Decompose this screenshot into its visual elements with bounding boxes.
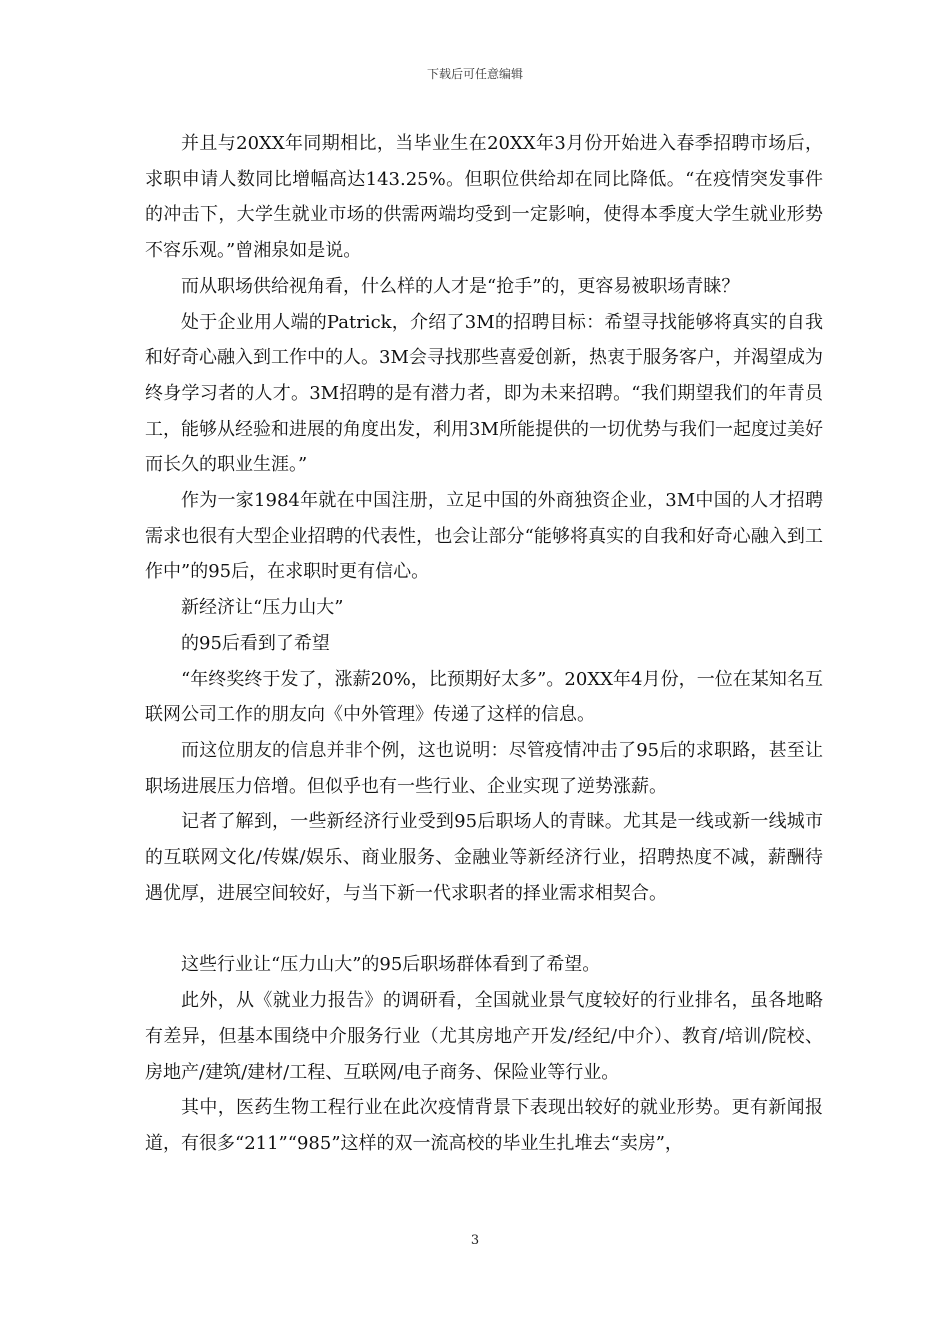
paragraph: 作为一家1984年就在中国注册，立足中国的外商独资企业，3M中国的人才招聘需求也很有大型企业招聘的代表性，也会让部分“能够将真实的自我和好奇心融入到工作中”的95后，在求职时更有信心。 (145, 490, 823, 583)
paragraph: 而从职场供给视角看，什么样的人才是“抢手”的，更容易被职场青睐？ (181, 275, 740, 297)
paragraph: 这些行业让“压力山大”的95后职场群体看到了希望。 (181, 954, 601, 976)
paragraph: 记者了解到，一些新经济行业受到95后职场人的青睐。尤其是一线或新一线城市的互联网文化/传媒/娱乐、商业服务、金融业等新经济行业，招聘热度不减，薪酬待遇优厚，进展空间较好，与当下新一代求职者的择业需求相契合。 (145, 811, 823, 904)
paragraph: “年终奖终于发了，涨薪20%，比预期好太多”。20XX年4月份，一位在某知名互联网公司工作的朋友向《中外管理》传递了这样的信息。 (145, 668, 823, 726)
section-heading-line-2: 的95后看到了希望 (181, 632, 330, 654)
paragraph: 其中，医药生物工程行业在此次疫情背景下表现出较好的就业形势。更有新闻报道，有很多“211”“985”这样的双一流高校的毕业生扎堆去“卖房”， (145, 1097, 823, 1154)
paragraph: 并且与20XX年同期相比，当毕业生在20XX年3月份开始进入春季招聘市场后，求职申请人数同比增幅高达143.25%。但职位供给却在同比降低。“在疫情突发事件的冲击下，大学生就业市场的供需两端均受到一定影响，使得本季度大学生就业形势不容乐观。”曾湘泉如是说。 (145, 133, 823, 262)
document-body (145, 126, 823, 1162)
paragraph: 此外，从《就业力报告》的调研看，全国就业景气度较好的行业排名，虽各地略有差异，但基本围绕中介服务行业（尤其房地产开发/经纪/中介）、教育/培训/院校、房地产/建筑/建材/工程、互联网/电子商务、保险业等行业。 (145, 990, 823, 1083)
section-heading-line-1: 新经济让“压力山大” (181, 597, 344, 619)
paragraph: 处于企业用人端的Patrick，介绍了3M的招聘目标：希望寻找能够将真实的自我和好奇心融入到工作中的人。3M会寻找那些喜爱创新，热衷于服务客户，并渴望成为终身学习者的人才。3M招聘的是有潜力者，即为未来招聘。“我们期望我们的年青员工，能够从经验和进展的角度出发，利用3M所能提供的一切优势与我们一起度过美好而长久的职业生涯。” (145, 311, 823, 476)
paragraph: 而这位朋友的信息并非个例，这也说明：尽管疫情冲击了95后的求职路，甚至让职场进展压力倍增。但似乎也有一些行业、企业实现了逆势涨薪。 (145, 739, 823, 797)
page-header-note: 下载后可任意编辑 (426, 67, 523, 81)
page-number: 3 (470, 1233, 480, 1248)
